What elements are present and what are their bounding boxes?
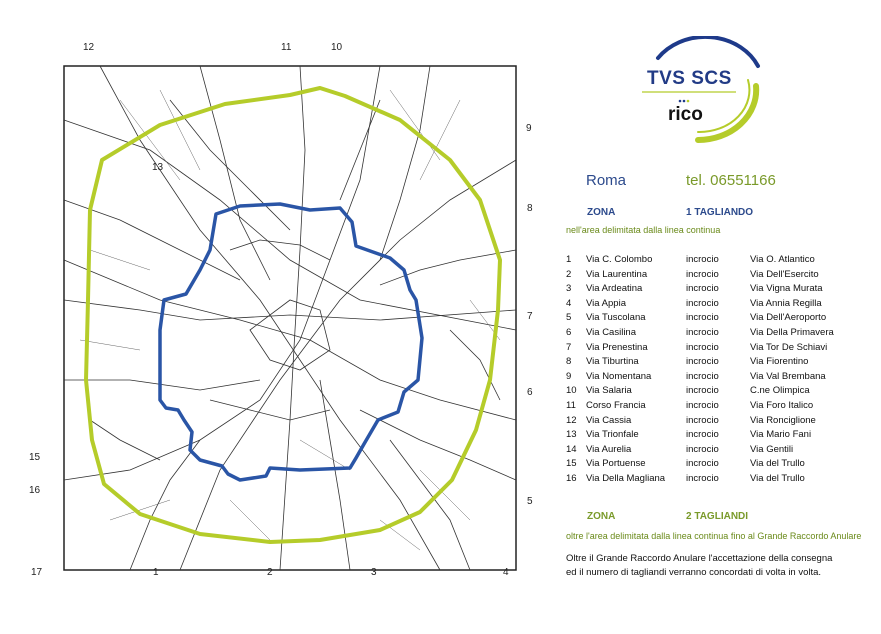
- route-junction: incrocio: [686, 326, 719, 338]
- route-number: 6: [566, 326, 572, 338]
- route-number: 2: [566, 268, 572, 280]
- route-junction: incrocio: [686, 268, 719, 280]
- route-junction: incrocio: [686, 399, 719, 411]
- edge-number-4: 4: [503, 567, 509, 578]
- route-road: Via Della Magliana: [586, 472, 666, 484]
- route-number: 3: [566, 283, 572, 295]
- route-cross-street: Via Ronciglione: [750, 414, 816, 426]
- edge-number-13: 13: [152, 162, 164, 173]
- route-cross-street: Via Della Primavera: [750, 326, 834, 338]
- route-cross-street: C.ne Olimpica: [750, 385, 810, 397]
- zone2-note: oltre l'area delimitata dalla linea continua fino al Grande Raccordo Anulare: [566, 531, 862, 541]
- route-cross-street: Via Gentili: [750, 443, 794, 455]
- edge-number-16: 16: [29, 485, 41, 496]
- route-road: Via Appia: [586, 297, 626, 309]
- route-number: 4: [566, 297, 572, 309]
- route-road: Via Casilina: [586, 326, 636, 338]
- route-cross-street: Via Annia Regilla: [750, 297, 822, 309]
- route-cross-street: Via del Trullo: [750, 472, 805, 484]
- edge-number-7: 7: [527, 311, 533, 322]
- route-junction: incrocio: [686, 414, 719, 426]
- route-road: Corso Francia: [586, 399, 646, 411]
- zone1-label: ZONA: [587, 207, 616, 218]
- route-junction: incrocio: [686, 356, 719, 368]
- route-junction: incrocio: [686, 297, 719, 309]
- route-road: Via Prenestina: [586, 341, 648, 353]
- edge-number-8: 8: [527, 203, 533, 214]
- edge-number-12: 12: [83, 42, 95, 53]
- route-road: Via Laurentina: [586, 268, 648, 280]
- route-road: Via C. Colombo: [586, 254, 653, 265]
- route-road: Via Tuscolana: [586, 312, 646, 324]
- route-number: 5: [566, 312, 572, 324]
- edge-number-17: 17: [31, 567, 43, 578]
- route-number: 15: [566, 458, 577, 470]
- route-number: 8: [566, 356, 572, 368]
- route-cross-street: Via Tor De Schiavi: [750, 341, 828, 353]
- route-number: 13: [566, 429, 577, 441]
- route-road: Via Trionfale: [586, 429, 639, 441]
- zone1-note: nell'area delimitata dalla linea continua: [566, 225, 721, 235]
- route-junction: incrocio: [686, 429, 719, 441]
- zone2-label: ZONA: [587, 511, 616, 522]
- route-road: Via Tiburtina: [586, 356, 639, 368]
- edge-number-2: 2: [267, 567, 273, 578]
- route-cross-street: Via Vigna Murata: [750, 283, 823, 295]
- zone2-tickets: 2 TAGLIANDI: [686, 511, 749, 522]
- route-number: 14: [566, 443, 577, 455]
- edge-number-6: 6: [527, 387, 533, 398]
- route-junction: incrocio: [686, 312, 719, 324]
- logo-subtitle: rico: [668, 104, 703, 125]
- route-cross-street: Via del Trullo: [750, 458, 805, 470]
- route-cross-street: Via Mario Fani: [750, 429, 812, 441]
- edge-number-3: 3: [371, 567, 377, 578]
- route-number: 16: [566, 472, 577, 484]
- route-road: Via Aurelia: [586, 443, 632, 455]
- route-number: 7: [566, 341, 572, 353]
- route-junction: incrocio: [686, 254, 719, 265]
- route-cross-street: Via Foro Italico: [750, 399, 814, 411]
- route-road: Via Ardeatina: [586, 283, 643, 295]
- footer-line-2: ed il numero di tagliandi verranno concordati di volta in volta.: [566, 567, 822, 578]
- route-number: 12: [566, 414, 577, 426]
- footer-note: [566, 552, 832, 580]
- zone1-tickets: 1 TAGLIANDO: [686, 207, 754, 218]
- phone-number: tel. 06551166: [686, 172, 776, 189]
- tvs-scs-rico-logo: [628, 36, 768, 146]
- route-number: 1: [566, 254, 572, 265]
- route-road: Via Portuense: [586, 458, 646, 470]
- edge-number-1: 1: [153, 567, 159, 578]
- logo-title: TVS SCS: [647, 68, 732, 89]
- route-junction: incrocio: [686, 443, 719, 455]
- footer-line-1: Oltre il Grande Raccordo Anulare l'accettazione della consegna: [566, 553, 833, 564]
- edge-number-10: 10: [331, 42, 343, 53]
- route-number: 9: [566, 370, 572, 382]
- route-junction: incrocio: [686, 341, 719, 353]
- route-road: Via Salaria: [586, 385, 632, 397]
- route-junction: incrocio: [686, 472, 719, 484]
- route-junction: incrocio: [686, 385, 719, 397]
- route-junction: incrocio: [686, 370, 719, 382]
- edge-number-9: 9: [526, 123, 532, 134]
- edge-number-11: 11: [281, 42, 292, 53]
- city-label: Roma: [586, 172, 627, 189]
- route-cross-street: Via Val Brembana: [750, 370, 826, 382]
- route-number: 11: [566, 399, 576, 411]
- route-junction: incrocio: [686, 458, 719, 470]
- route-road: Via Cassia: [586, 414, 632, 426]
- edge-number-15: 15: [29, 452, 41, 463]
- route-cross-street: Via O. Atlantico: [750, 254, 815, 265]
- route-junction: incrocio: [686, 283, 719, 295]
- route-cross-street: Via Dell'Aeroporto: [750, 312, 827, 324]
- route-number: 10: [566, 385, 577, 397]
- route-road: Via Nomentana: [586, 370, 652, 382]
- edge-number-5: 5: [527, 496, 533, 507]
- route-cross-street: Via Dell'Esercito: [750, 268, 819, 280]
- route-cross-street: Via Fiorentino: [750, 356, 809, 368]
